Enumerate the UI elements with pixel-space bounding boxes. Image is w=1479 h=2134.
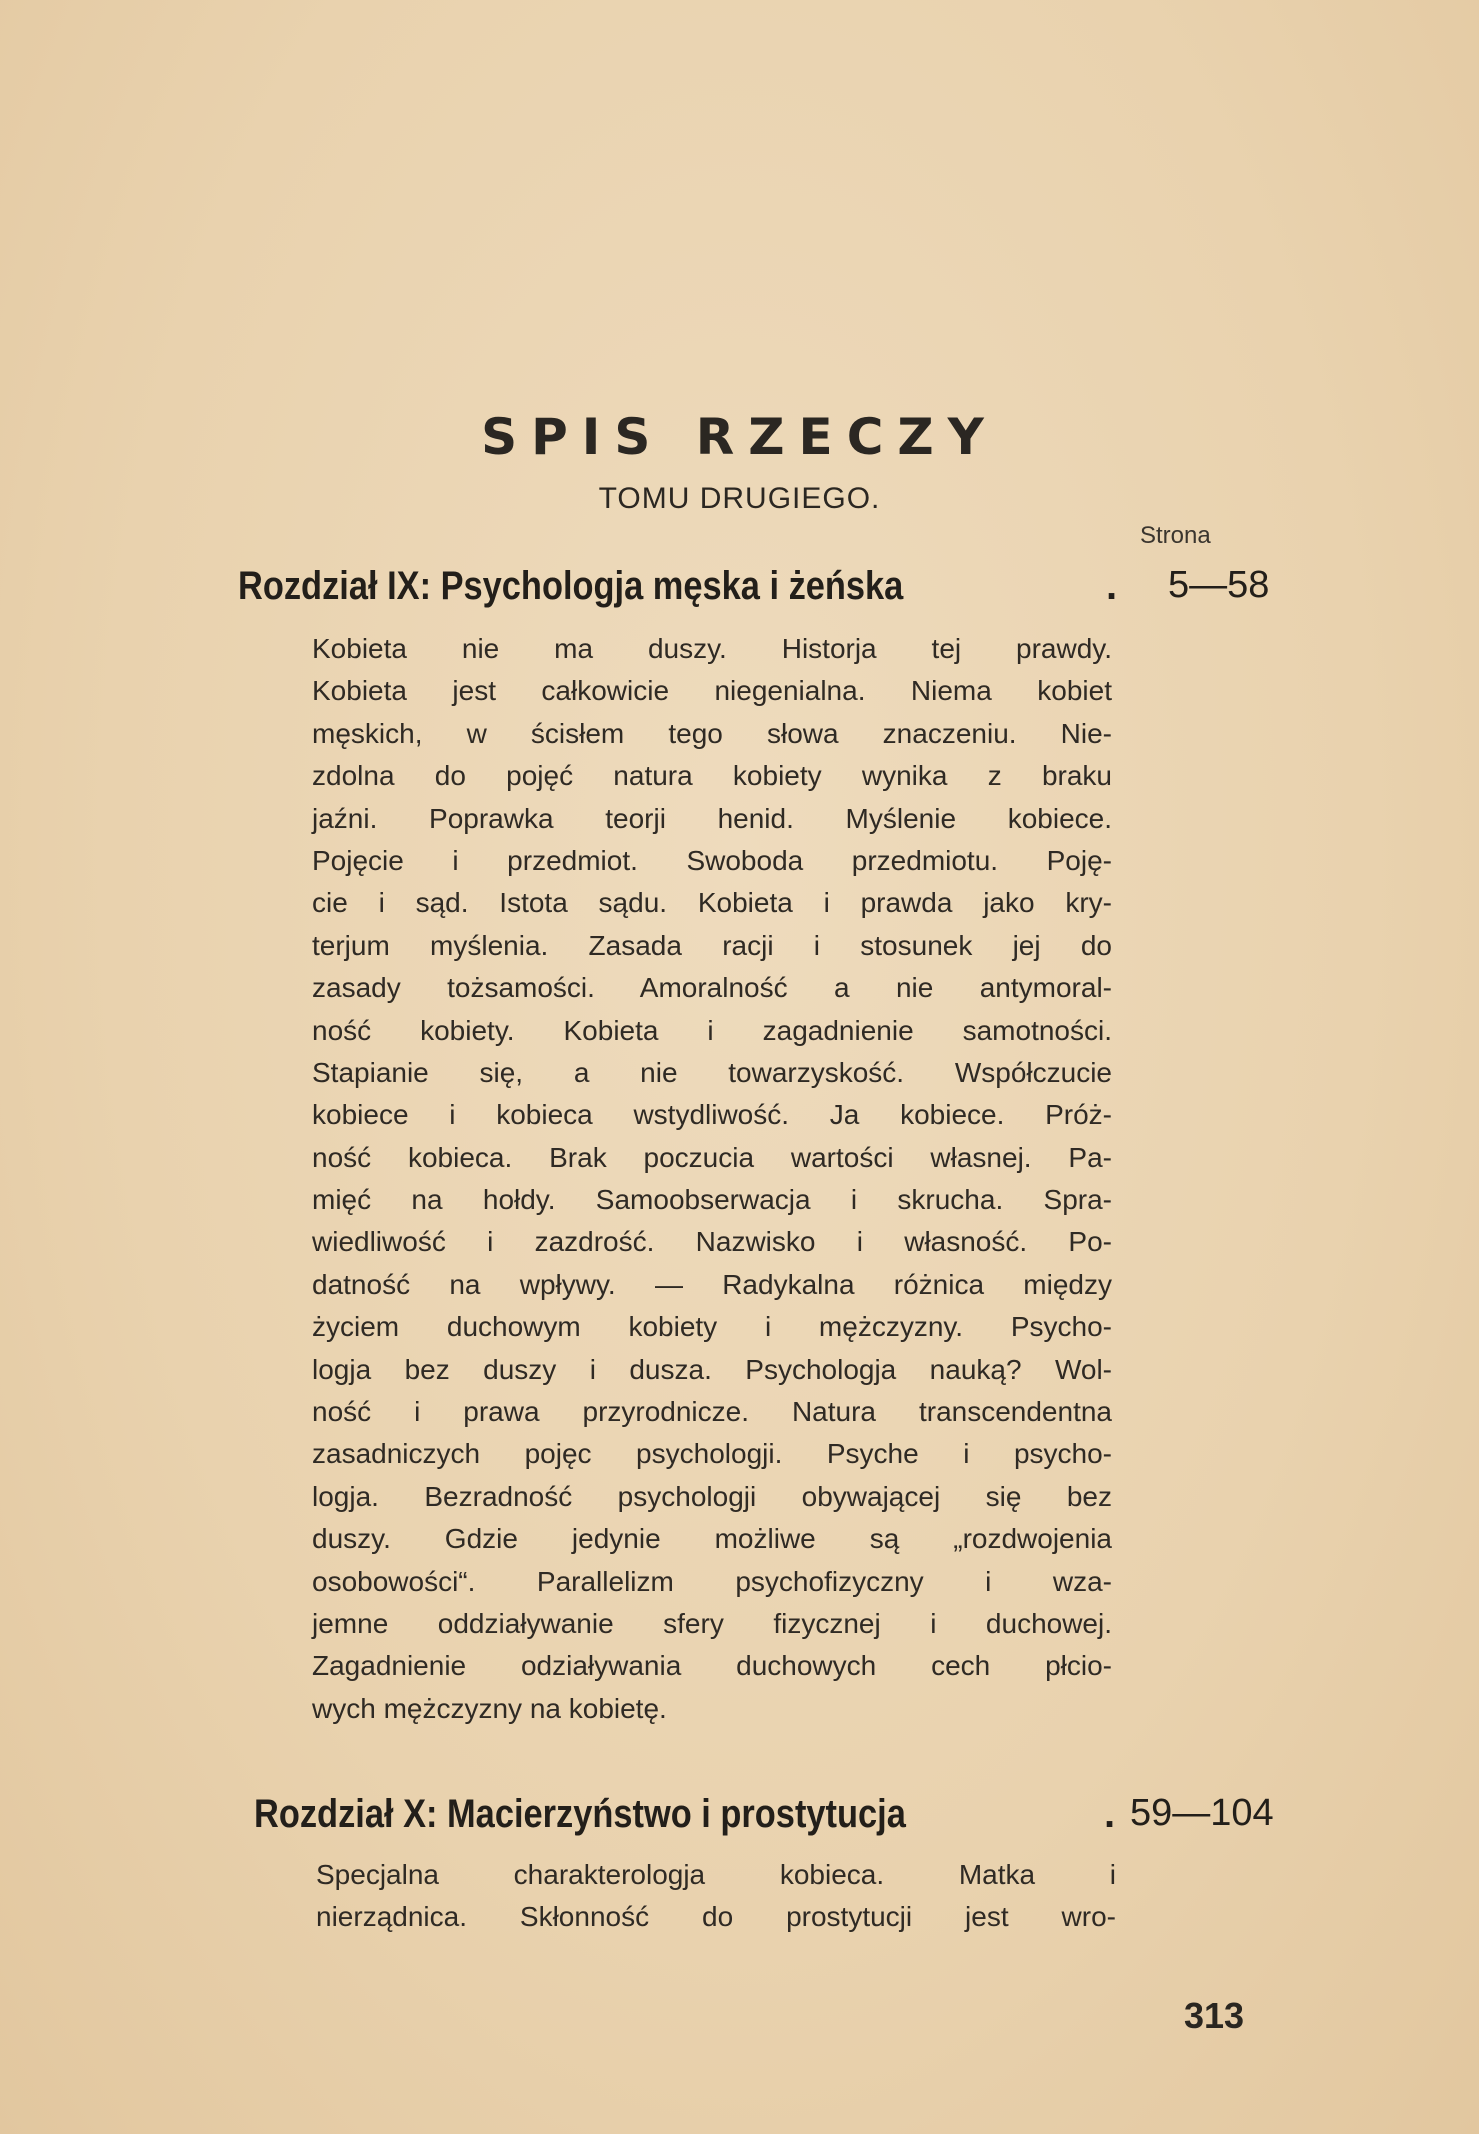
chapter-leader-dot: . — [1104, 1792, 1116, 1836]
summary-line: cie i sąd. Istota sądu. Kobieta i prawda jako kry- — [312, 887, 1112, 919]
summary-line: terjum myślenia. Zasada racji i stosunek jej do — [312, 929, 1112, 961]
summary-line: Specjalna charakterologja kobieca. Matka i — [316, 1859, 1116, 1890]
page-column-label: Strona — [1140, 522, 1211, 549]
summary-line: ność kobieca. Brak poczucia wartości własnej. Pa- — [312, 1141, 1112, 1173]
summary-line: wych mężczyzny na kobietę. — [312, 1692, 667, 1724]
summary-line: zdolna do pojęć natura kobiety wynika z braku — [312, 760, 1112, 792]
summary-line: męskich, w ścisłem tego słowa znaczeniu. Nie- — [312, 717, 1112, 749]
page-title: SPIS RZECZY — [481, 408, 998, 466]
chapter-title: Rozdział IX: Psychologja męska i żeńska — [238, 564, 904, 608]
summary-line: datność na wpływy. — Radykalna różnica między — [312, 1268, 1112, 1300]
summary-line: zasadniczych pojęc psychologji. Psyche i psycho- — [312, 1438, 1112, 1470]
summary-line: logja. Bezradność psychologji obywającej się bez — [312, 1480, 1112, 1512]
summary-line: zasady tożsamości. Amoralność a nie antymoral- — [312, 972, 1112, 1004]
chapter-summary — [312, 628, 1112, 1730]
summary-line: życiem duchowym kobiety i mężczyzny. Psycho- — [312, 1311, 1112, 1343]
summary-line: logja bez duszy i dusza. Psychologja nauką? Wol- — [312, 1353, 1112, 1385]
chapter-leader-dot: . — [1106, 564, 1118, 608]
chapter-page-range: 5—58 — [1168, 564, 1270, 606]
chapter-summary — [316, 1854, 1116, 1939]
summary-line: jaźni. Poprawka teorji henid. Myślenie kobiece. — [312, 802, 1112, 834]
summary-line: kobiece i kobieca wstydliwość. Ja kobiece. Próż- — [312, 1099, 1112, 1131]
summary-line: ność kobiety. Kobieta i zagadnienie samotności. — [312, 1014, 1112, 1046]
summary-line: Pojęcie i przedmiot. Swoboda przedmiotu. Poję- — [312, 844, 1112, 876]
summary-line: wiedliwość i zazdrość. Nazwisko i własność. Po- — [312, 1226, 1112, 1258]
page-number: 313 — [1184, 1995, 1245, 2036]
summary-line: nierządnica. Skłonność do prostytucji jest wro- — [316, 1901, 1116, 1933]
summary-line: mięć na hołdy. Samoobserwacja i skrucha. Spra- — [312, 1184, 1112, 1216]
summary-line: duszy. Gdzie jedynie możliwe są „rozdwojenia — [312, 1523, 1112, 1555]
chapter-page-range: 59—104 — [1130, 1792, 1274, 1834]
summary-line: Kobieta nie ma duszy. Historja tej prawdy. — [312, 633, 1112, 664]
summary-line: Zagadnienie odziaływania duchowych cech płcio- — [312, 1650, 1112, 1682]
chapter-heading — [238, 564, 1278, 620]
page-subtitle: TOMU DRUGIEGO. — [598, 482, 881, 515]
summary-line: Stapianie się, a nie towarzyskość. Współczucie — [312, 1056, 1112, 1088]
summary-line: jemne oddziaływanie sfery fizycznej i duchowej. — [312, 1607, 1112, 1639]
summary-line: ność i prawa przyrodnicze. Natura transcendentna — [312, 1396, 1112, 1428]
summary-line: osobowości“. Parallelizm psychofizyczny i wza- — [312, 1565, 1112, 1597]
summary-line: Kobieta jest całkowicie niegenialna. Niema kobiet — [312, 675, 1112, 707]
chapter-title: Rozdział X: Macierzyństwo i prostytucja — [254, 1792, 906, 1836]
chapter-heading — [254, 1792, 1294, 1848]
